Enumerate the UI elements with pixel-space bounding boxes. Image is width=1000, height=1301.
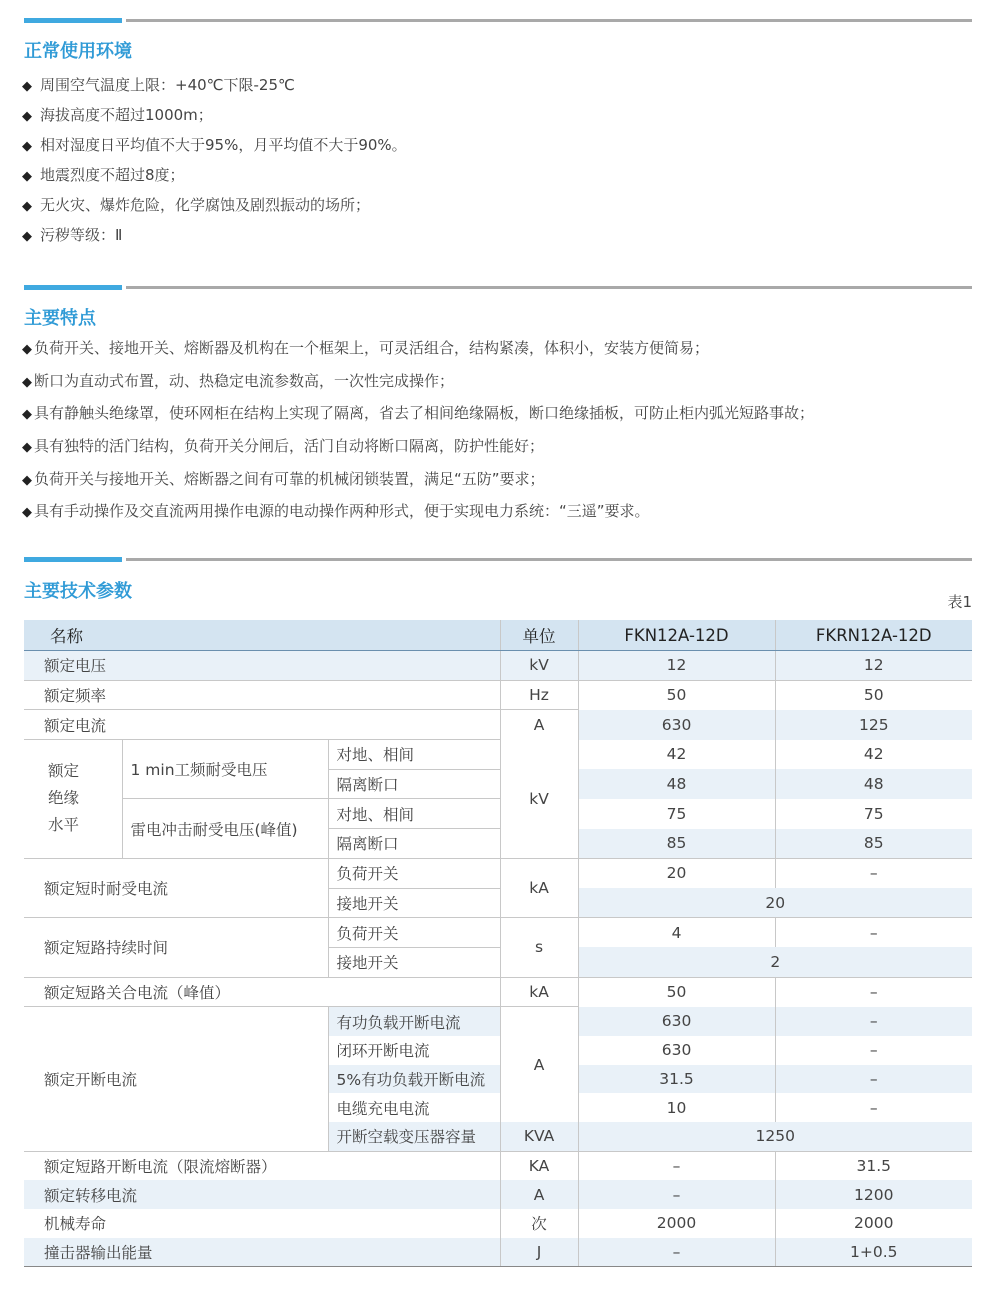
table-row: 撞击器输出能量 J – 1+0.5 bbox=[24, 1238, 972, 1267]
table-row: 额定转移电流 A – 1200 bbox=[24, 1180, 972, 1209]
diamond-bullet-icon: ◆ bbox=[22, 342, 32, 357]
table-row: 额定短路关合电流（峰值） kA 50 – bbox=[24, 977, 972, 1007]
table-row: 额定电流 A 630 125 bbox=[24, 710, 972, 740]
table-row: 机械寿命 次 2000 2000 bbox=[24, 1209, 972, 1238]
diamond-bullet-icon: ◆ bbox=[22, 472, 32, 488]
list-item: ◆ 负荷开关与接地开关、熔断器之间有可靠的机械闭锁装置，满足“五防”要求； bbox=[22, 463, 814, 496]
table-row: 电缆充电电流 10 – bbox=[24, 1093, 972, 1122]
header-model-2: FKRN12A-12D bbox=[775, 620, 972, 651]
table-header-row bbox=[24, 620, 972, 651]
spec-table bbox=[24, 620, 972, 1267]
env-section-title: 正常使用环境 bbox=[24, 41, 132, 62]
section-divider bbox=[24, 18, 972, 23]
table-row: 隔离断口 85 85 bbox=[24, 829, 972, 859]
table-row: 额定短路持续时间 负荷开关 s 4 – bbox=[24, 918, 972, 948]
diamond-bullet-icon: ◆ bbox=[22, 505, 32, 521]
header-unit: 单位 bbox=[500, 620, 578, 651]
table-row: 额定短时耐受电流 负荷开关 kA 20 – bbox=[24, 858, 972, 888]
diamond-bullet-icon: ◆ bbox=[22, 407, 32, 423]
list-item: ◆ 负荷开关、接地开关、熔断器及机构在一个框架上，可灵活组合，结构紧凑，体积小，安装方便简易； bbox=[22, 332, 814, 365]
diamond-bullet-icon: ◆ bbox=[22, 169, 32, 184]
diamond-bullet-icon: ◆ bbox=[22, 109, 32, 124]
table-row: 接地开关 2 bbox=[24, 947, 972, 977]
table-row: 开断空载变压器容量 KVA 1250 bbox=[24, 1122, 972, 1151]
header-name: 名称 bbox=[24, 620, 500, 651]
list-item: ◆ 周围空气温度上限：+40℃下限-25℃ bbox=[22, 70, 407, 100]
table-row: 隔离断口 48 48 bbox=[24, 769, 972, 799]
features-section-title: 主要特点 bbox=[24, 308, 96, 329]
diamond-bullet-icon: ◆ bbox=[22, 139, 32, 154]
header-model-1: FKN12A-12D bbox=[578, 620, 775, 651]
list-item: ◆ 海拔高度不超过1000m； bbox=[22, 100, 407, 130]
list-item: ◆ 相对湿度日平均值不大于95%，月平均值不大于90%。 bbox=[22, 130, 407, 160]
features-list bbox=[22, 332, 814, 528]
table-row: 额定频率 Hz 50 50 bbox=[24, 680, 972, 710]
table-row: 5%有功负载开断电流 31.5 – bbox=[24, 1065, 972, 1094]
table-row: 额定开断电流 有功负载开断电流 A 630 – bbox=[24, 1007, 972, 1036]
table-row: 接地开关 20 bbox=[24, 888, 972, 918]
table-number-label: 表1 bbox=[947, 593, 972, 611]
env-list bbox=[22, 70, 407, 250]
table-row: 额定短路开断电流（限流熔断器） KA – 31.5 bbox=[24, 1151, 972, 1180]
diamond-bullet-icon: ◆ bbox=[22, 199, 32, 214]
diamond-bullet-icon: ◆ bbox=[22, 440, 32, 456]
diamond-bullet-icon: ◆ bbox=[22, 79, 32, 94]
list-item: ◆ 污秽等级：Ⅱ bbox=[22, 220, 407, 250]
table-row: 雷电冲击耐受电压(峰值) 对地、相间 75 75 bbox=[24, 799, 972, 829]
table-row: 额定 绝缘 水平 1 min工频耐受电压 对地、相间 kV 42 42 bbox=[24, 740, 972, 770]
section-divider bbox=[24, 285, 972, 290]
list-item: ◆ 断口为直动式布置，动、热稳定电流参数高，一次性完成操作； bbox=[22, 365, 814, 398]
table-row: 额定电压 kV 12 12 bbox=[24, 651, 972, 681]
insulation-group-label: 额定 绝缘 水平 bbox=[24, 740, 122, 859]
params-section-title: 主要技术参数 bbox=[24, 581, 132, 602]
diamond-bullet-icon: ◆ bbox=[22, 374, 32, 390]
table-row: 闭环开断电流 630 – bbox=[24, 1036, 972, 1065]
list-item: ◆ 具有手动操作及交直流两用操作电源的电动操作两种形式，便于实现电力系统：“三遥”要求。 bbox=[22, 495, 814, 528]
list-item: ◆ 具有独特的活门结构，负荷开关分闸后，活门自动将断口隔离，防护性能好； bbox=[22, 430, 814, 463]
list-item: ◆ 具有静触头绝缘罩，使环网柜在结构上实现了隔离，省去了相间绝缘隔板，断口绝缘插板，可防止柜内弧光短路事故； bbox=[22, 397, 814, 430]
list-item: ◆ 地震烈度不超过8度； bbox=[22, 160, 407, 190]
diamond-bullet-icon: ◆ bbox=[22, 229, 32, 244]
section-divider bbox=[24, 557, 972, 562]
list-item: ◆ 无火灾、爆炸危险，化学腐蚀及剧烈振动的场所； bbox=[22, 190, 407, 220]
